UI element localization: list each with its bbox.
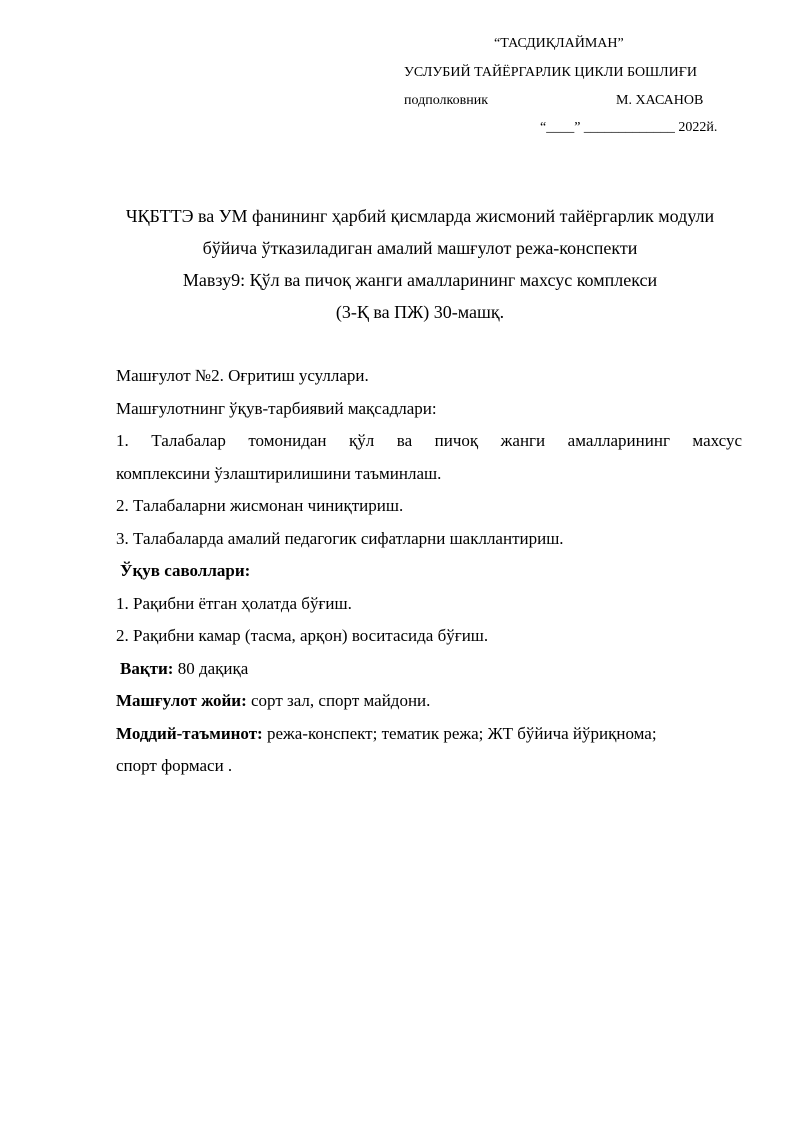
title-line-1: ЧҚБТТЭ ва УМ фанининг ҳарбий қисмларда жисмоний тайёргарлик модули [125, 206, 715, 226]
approval-title: “ТАСДИҚЛАЙМАН” [494, 36, 624, 51]
materials-row-continued: спорт формаси . [116, 756, 233, 775]
materials-row [116, 718, 742, 751]
title-line-2: бўйича ўтказиладиган амалий машғулот режа-конспекти [202, 238, 638, 258]
materials-value: режа-конспект; тематик режа; ЖТ бўйича йўриқнома; [262, 723, 657, 743]
lesson-number: Машғулот №2. Оғритиш усуллари. [116, 366, 369, 385]
materials-label: Моддий-таъминот: [116, 723, 263, 743]
approval-position: УСЛУБИЙ ТАЙЁРГАРЛИК ЦИКЛИ БОШЛИҒИ [404, 65, 697, 80]
approval-name: М. ХАСАНОВ [616, 93, 704, 108]
goal-2: 2. Талабаларни жисмонан чиниқтириш. [116, 496, 404, 515]
document-title [100, 200, 740, 328]
question-1: 1. Рақибни ётган ҳолатда бўғиш. [116, 593, 352, 613]
place-label: Машғулот жойи: [116, 691, 247, 710]
questions-heading [116, 555, 742, 588]
lesson-body [116, 360, 742, 783]
goal-1-line-1: 1. Талабалар томонидан қўл ва пичоқ жанги амалларининг махсус [116, 431, 742, 450]
questions-heading-text: Ўқув саволлари: [120, 561, 251, 580]
time-row [116, 653, 742, 686]
goals-heading: Машғулотнинг ўқув-тарбиявий мақсадлари: [116, 398, 437, 418]
time-label: Вақти: [120, 658, 174, 678]
title-line-3: Мавзу9: Қўл ва пичоқ жанги амалларининг махсус комплекси [182, 270, 658, 290]
place-row [116, 685, 742, 718]
approval-date: “____” _____________ 2022й. [540, 120, 718, 135]
time-value: 80 дақиқа [173, 658, 249, 678]
goal-1-line-2: комплексини ўзлаштирилишини таъминлаш. [116, 463, 442, 483]
title-line-4: (3-Қ ва ПЖ) 30-машқ. [335, 302, 505, 322]
approval-rank: подполковник [404, 93, 488, 108]
place-value: сорт зал, спорт майдони. [246, 691, 431, 710]
question-2: 2. Рақибни камар (тасма, арқон) воситасида бўғиш. [116, 626, 489, 645]
goal-3: 3. Талабаларда амалий педагогик сифатларни шакллантириш. [116, 528, 564, 548]
